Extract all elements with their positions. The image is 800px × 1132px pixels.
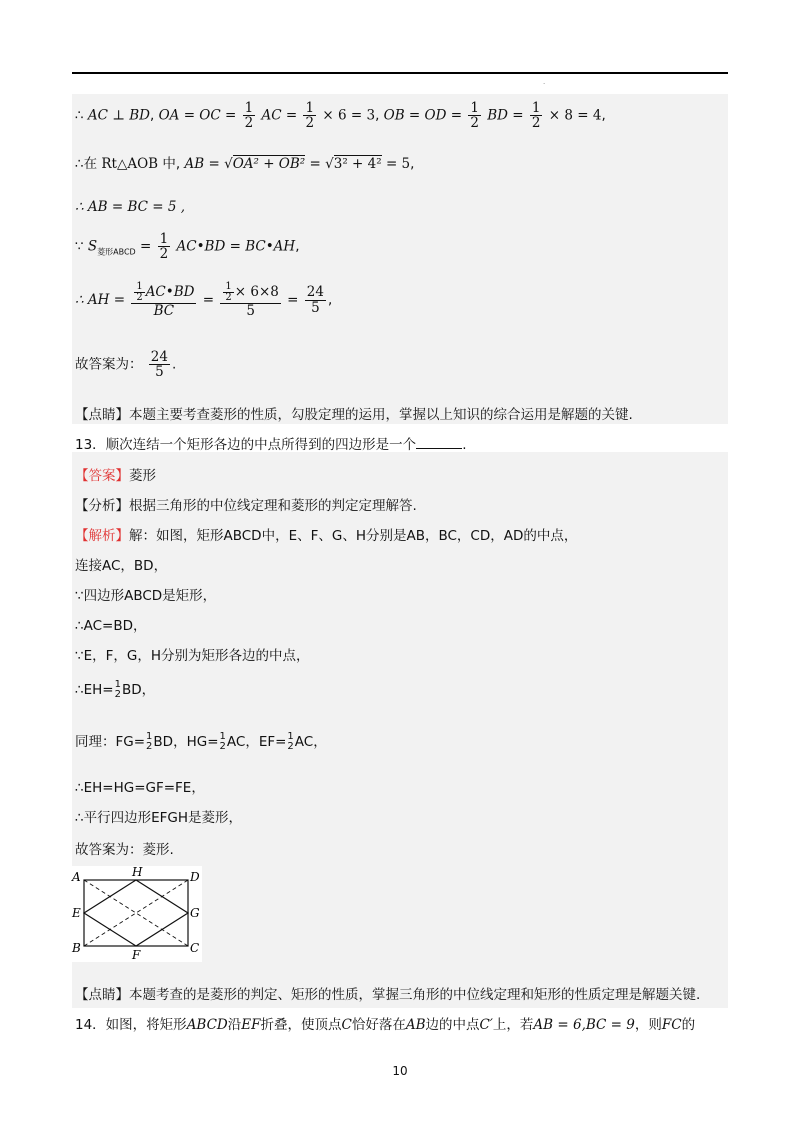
step-5 xyxy=(75,678,155,700)
rt-triangle: Rt△AOB xyxy=(101,156,159,172)
times-six: × 6 = 3 xyxy=(322,107,376,124)
q14-part: 折叠，使顶点 xyxy=(260,1017,342,1033)
label-h: H xyxy=(132,866,143,879)
ah-fraction-2: $\frac{1}{2}$ × 6×8 5 xyxy=(220,282,280,318)
line-2: ∴在 Rt△AOB 中, AB = √OA² + OB² = √3² + 4² = 5, xyxy=(75,156,415,172)
step-2: ∵四边形ABCD是矩形， xyxy=(75,588,217,604)
answer-fraction: $\frac{24}{5}$ xyxy=(150,349,168,381)
solution-text: 解：如图，矩形ABCD中，E、F、G、H分别是AB，BC，CD，AD的中点， xyxy=(129,528,578,544)
ah-fraction-3: $\frac{24}{5}$ xyxy=(306,284,324,316)
q14-cprime: C′ xyxy=(479,1017,493,1033)
ef-eq: AC，EF= xyxy=(226,734,287,750)
equals: = xyxy=(140,238,152,255)
q14-part: 的 xyxy=(681,1017,696,1033)
because-symbol: ∵ xyxy=(75,238,84,255)
header-rule xyxy=(72,72,728,74)
sqrt-expression-2: √3² + 4² xyxy=(325,156,382,172)
q14-part: 沿 xyxy=(227,1017,242,1033)
step-9: 故答案为：菱形. xyxy=(75,842,174,858)
analysis-line: 【分析】根据三角形的中位线定理和菱形的判定定理解答. xyxy=(75,498,417,514)
bd-text: BD， xyxy=(121,682,156,698)
eh-eq: ∴EH= xyxy=(75,682,114,698)
area-symbol: S xyxy=(87,238,98,255)
ah-eq: ∴ AH = xyxy=(75,292,126,309)
fraction-half: $\frac{1}{2}$ xyxy=(159,231,169,263)
line-1: ∴ AC ⊥ BD, OA = OC = $\frac{1}{2}$ AC = $\frac{1}{2}$ × 6 = 3, OB = OD = $\frac{1}{2}$ BD = $\frac{1}{2}$ × 8 = 4, xyxy=(75,100,606,132)
q14-given: AB = 6,BC = 9 xyxy=(533,1017,635,1033)
fraction-half: $\frac{1}{2}$ xyxy=(305,100,315,132)
label-e: E xyxy=(72,906,81,920)
oa-eq: OA = OC = xyxy=(158,107,237,124)
step-3: ∴AC=BD， xyxy=(75,618,147,634)
solution-line xyxy=(75,524,577,544)
area-formula: AC•BD = BC•AH xyxy=(176,238,296,255)
label-c: C xyxy=(190,941,200,955)
dianjing-1: 【点睛】本题主要考查菱形的性质，勾股定理的运用，掌握以上知识的综合运用是解题的关键. xyxy=(75,407,633,423)
page-number: 10 xyxy=(392,1064,408,1078)
q14-part: ，则 xyxy=(634,1017,662,1033)
q14-abcd: ABCD xyxy=(186,1017,228,1033)
small-half: 1 2 xyxy=(114,679,121,700)
hg-eq: BD，HG= xyxy=(153,734,219,750)
q14-part: 边的中点 xyxy=(425,1017,480,1033)
fg-eq: 同理：FG= xyxy=(75,734,146,750)
fraction-half: $\frac{1}{2}$ xyxy=(531,100,541,132)
bd-eq: BD = xyxy=(487,107,524,124)
solution-tag: 【解析】 xyxy=(75,528,129,544)
small-half: 1 2 xyxy=(146,731,153,752)
step-4: ∵E，F，G，H分别为矩形各边的中点， xyxy=(75,648,310,664)
answer-tag: 【答案】 xyxy=(75,468,129,484)
small-half: $\frac{1}{2}$ xyxy=(225,281,232,303)
step-7: ∴EH=HG=GF=FE， xyxy=(75,780,205,796)
step-6 xyxy=(75,730,327,752)
ac-text: AC， xyxy=(294,734,327,750)
q14-part: 上，若 xyxy=(492,1017,534,1033)
dianjing-2: 【点睛】本题考查的是菱形的判定、矩形的性质，掌握三角形的中位线定理和矩形的性质定理是解题关键. xyxy=(75,987,701,1003)
question-13-text: 13．顺次连结一个矩形各边的中点所得到的四边形是一个 xyxy=(75,437,417,453)
ah-fraction-1: $\frac{1}{2}$ AC•BD BC xyxy=(131,282,196,318)
answer-text: 菱形 xyxy=(129,468,156,484)
line-4: ∵ $S_{菱形ABCD}$ = $\frac{1}{2}$ AC•BD = BC•AH, xyxy=(75,231,300,263)
line-3: ∴ AB = BC = 5 , xyxy=(75,199,186,215)
sqrt-expression-1: √OA² + OB² xyxy=(224,156,306,172)
therefore-symbol: ∴ xyxy=(75,107,84,124)
line-5: ∴ AH = $\frac{1}{2}$ AC•BD BC = $\frac{1}{2}$ × 6×8 5 = $\frac{24}{5}$ , xyxy=(75,281,333,319)
answer-label: 故答案为： xyxy=(75,356,143,373)
ab-eq: AB = xyxy=(184,156,220,172)
label-a: A xyxy=(72,870,81,884)
ob-eq: OB = OD = xyxy=(383,107,463,124)
line-6: 故答案为： $\frac{24}{5}$ . xyxy=(75,349,177,381)
ac-eq: AC = xyxy=(261,107,298,124)
therefore-in: ∴在 xyxy=(75,156,98,172)
q14-ef: EF xyxy=(241,1017,261,1033)
q14-fc: FC xyxy=(661,1017,682,1033)
q14-ab: AB xyxy=(405,1017,426,1033)
step-1: 连接AC，BD， xyxy=(75,558,168,574)
equals: = xyxy=(309,156,321,172)
small-half: $\frac{1}{2}$ xyxy=(136,281,143,303)
area-subscript: 菱形ABCD xyxy=(97,247,136,257)
header-dot: · xyxy=(543,80,546,88)
q14-c: C xyxy=(341,1017,352,1033)
perp-statement: AC ⊥ BD xyxy=(87,107,150,124)
label-d: D xyxy=(190,870,200,884)
question-13: 13．顺次连结一个矩形各边的中点所得到的四边形是一个 . xyxy=(75,437,467,453)
rhombus-figure xyxy=(70,866,202,962)
fraction-half: $\frac{1}{2}$ xyxy=(470,100,479,132)
times-eight: × 8 = 4 xyxy=(548,107,602,124)
label-g: G xyxy=(190,906,200,920)
result-five: = 5 xyxy=(385,156,411,172)
fraction-half: $\frac{1}{2}$ xyxy=(244,100,254,132)
answer-line xyxy=(75,464,156,484)
label-b: B xyxy=(72,941,81,955)
small-half: 1 2 xyxy=(219,731,226,752)
zhong-text: 中, xyxy=(162,156,181,172)
label-f: F xyxy=(132,948,141,962)
small-half: 1 2 xyxy=(287,731,294,752)
step-8: ∴平行四边形EFGH是菱形， xyxy=(75,810,242,826)
answer-blank xyxy=(416,448,462,449)
question-14 xyxy=(75,1013,695,1033)
q14-part: 14．如图，将矩形 xyxy=(75,1017,187,1033)
q14-part: 恰好落在 xyxy=(351,1017,406,1033)
